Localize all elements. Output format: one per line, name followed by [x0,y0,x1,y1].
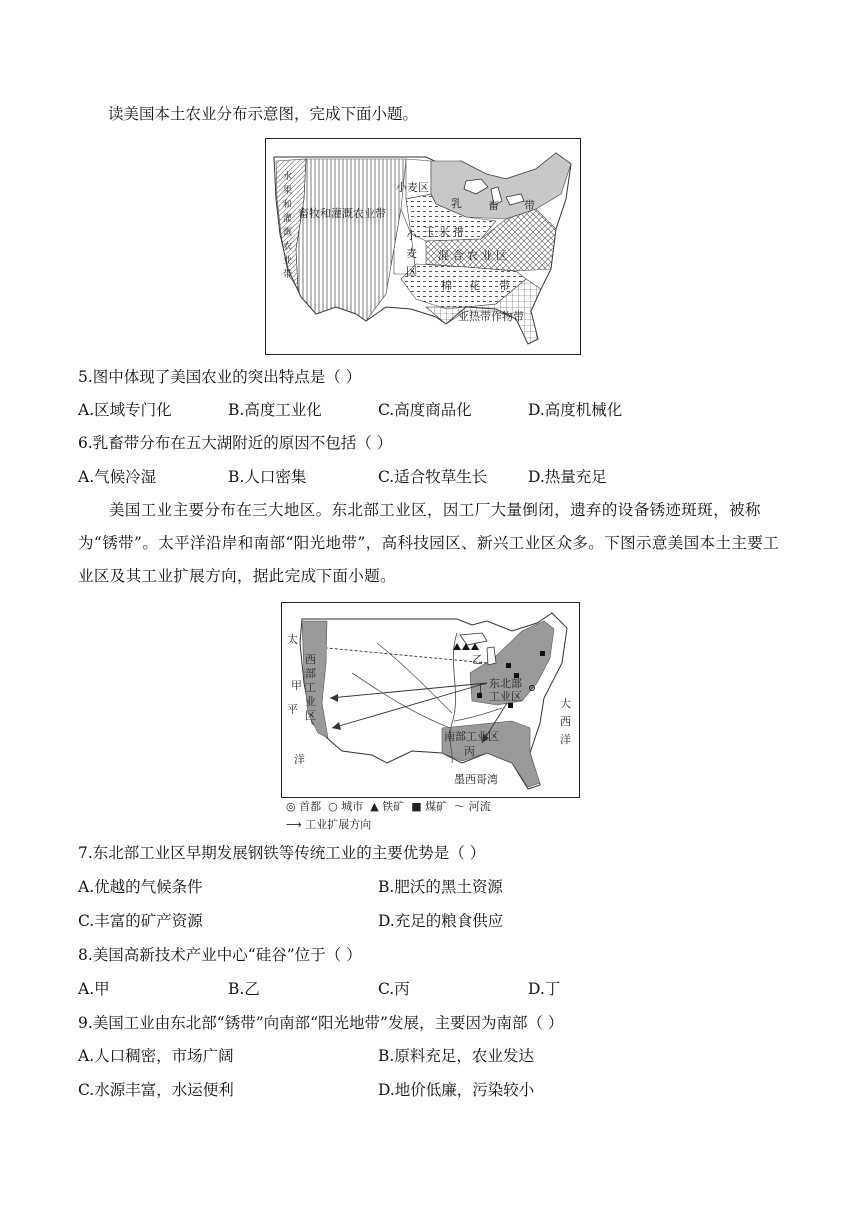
label-ding: 丁 [475,682,486,695]
q9-option-d[interactable]: D.地价低廉，污染较小 [378,1081,535,1099]
label-west-1: 西 [305,653,316,666]
legend-river: 〜 河流 [454,800,491,813]
q5-option-b[interactable]: B.高度工业化 [228,401,322,419]
label-west-coast-5: 溉 [283,228,293,238]
label-wheat-south-3: 区 [406,265,417,278]
us-agriculture-map [265,138,581,355]
label-west-3: 工 [305,681,316,694]
label-dairy-3: 带 [524,199,535,212]
label-dairy-2: 畜 [488,199,499,212]
q9-stem: 9.美国工业由东北部“锈带”向南部“阳光地带”发展，主要因为南部（ ） [78,1014,564,1032]
label-dairy-1: 乳 [451,197,462,210]
label-west-coast-8: 带 [283,270,293,280]
label-subtropical: 亚热带作物带 [458,310,524,323]
q7-option-a[interactable]: A.优越的气候条件 [78,878,203,896]
label-xi: 西 [560,715,571,728]
map2-legend-expansion [286,816,371,832]
q9-option-b[interactable]: B.原料充足，农业发达 [378,1047,534,1065]
label-ping: 平 [287,703,298,716]
map2-legend [286,798,491,814]
legend-coal: ■ 煤矿 [411,800,448,813]
label-corn: 玉 米 带 [424,226,464,239]
q7-option-c[interactable]: C.丰富的矿产资源 [78,912,203,930]
intro-text-agriculture: 读美国本土农业分布示意图，完成下面小题。 [108,105,419,123]
q8-option-a[interactable]: A.甲 [78,980,110,998]
label-south: 南部工业区 [444,730,499,743]
q5-option-a[interactable]: A.区域专门化 [78,401,172,419]
legend-iron: ▲ 铁矿 [370,800,405,813]
q6-option-b[interactable]: B.人口密集 [228,468,307,486]
q6-option-a[interactable]: A.气候冷湿 [78,468,157,486]
label-mixed: 混 合 农 业 区 [438,249,507,262]
label-ne-1: 东北部 [489,677,522,690]
label-cotton-3: 带 [499,279,510,292]
q7-stem: 7.东北部工业区早期发展钢铁等传统工业的主要优势是（ ） [78,844,486,862]
q9-option-c[interactable]: C.水源丰富，水运便利 [78,1081,234,1099]
label-ne-2: 工业区 [489,690,522,703]
q8-option-d[interactable]: D.丁 [528,980,561,998]
label-wheat-south-2: 麦 [406,247,417,260]
q7-option-d[interactable]: D.充足的粮食供应 [378,912,504,930]
arrow-icon: ⟶ [286,818,302,831]
label-cotton-1: 棉 [441,279,452,292]
legend-expansion: 工业扩展方向 [305,818,372,831]
q5-option-d[interactable]: D.高度机械化 [528,401,623,419]
label-gulf: 墨西哥湾 [454,773,498,786]
label-tai: 太 [287,633,298,646]
q5-stem: 5.图中体现了美国农业的突出特点是（ ） [78,368,362,386]
q5-option-c[interactable]: C.高度商品化 [378,401,472,419]
q8-option-b[interactable]: B.乙 [228,980,260,998]
label-west-coast-4: 灌 [283,214,293,224]
label-bing: 丙 [464,745,475,758]
label-west-5: 区 [305,709,316,722]
q6-stem: 6.乳畜带分布在五大湖附近的原因不包括（ ） [78,434,393,452]
q6-option-c[interactable]: C.适合牧草生长 [378,468,488,486]
label-west-4: 业 [305,695,316,708]
label-west-coast-6: 农 [283,242,293,252]
label-west-coast-3: 和 [283,200,293,210]
label-west-2: 部 [305,667,316,680]
us-industry-map [281,602,580,798]
label-wheat-north: 小麦区 [396,181,429,194]
legend-capital: ◎ 首都 [286,800,322,813]
label-pacific-yang: 洋 [294,753,305,766]
label-ranching: 畜牧和灌溉农业带 [298,207,386,220]
q9-option-a[interactable]: A.人口稠密，市场广阔 [78,1047,234,1065]
q7-option-b[interactable]: B.肥沃的黑土资源 [378,878,503,896]
q8-option-c[interactable]: C.丙 [378,980,410,998]
intro-text-industry: 美国工业主要分布在三大地区。东北部工业区，因工厂大量倒闭，遗弃的设备锈迹斑斑，被称为“锈带”。太平洋沿岸和南部“阳光地带”，高科技园区、新兴工业区众多。下图示意美国本土主要工业区及其工业扩展方向，据此完成下面小题。 [78,501,780,585]
q6-option-d[interactable]: D.热量充足 [528,468,607,486]
label-atlantic-yang: 洋 [560,733,571,746]
q8-stem: 8.美国高新技术产业中心“硅谷”位于（ ） [78,946,362,964]
label-west-coast-2: 果 [283,186,293,196]
label-west-coast-7: 业 [283,256,293,266]
label-west-coast-1: 水 [283,172,293,182]
legend-city: ○ 城市 [328,800,364,813]
label-da: 大 [560,697,571,710]
label-yi: 乙 [472,653,483,666]
label-cotton-2: 花 [469,279,480,292]
label-jia: 甲 [291,679,302,692]
label-wheat-south-1: 小 [406,229,417,242]
